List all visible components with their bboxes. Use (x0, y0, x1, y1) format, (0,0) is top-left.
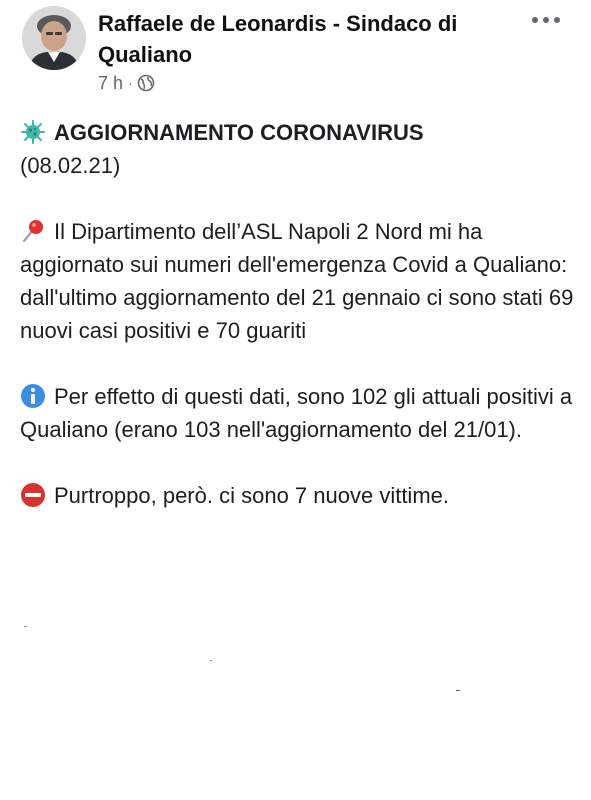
more-options-icon (554, 17, 560, 23)
scan-speck (210, 660, 212, 661)
more-options-button[interactable] (526, 8, 566, 32)
post-headline-block (20, 116, 575, 182)
scan-speck (24, 626, 27, 627)
post-meta (98, 72, 155, 94)
meta-separator: · (128, 75, 133, 91)
scan-speck (456, 690, 460, 691)
timestamp[interactable]: 7 h (98, 72, 124, 93)
avatar[interactable] (22, 6, 86, 70)
paragraph-asl-update-text: Il Dipartimento dell’ASL Napoli 2 Nord mi ha aggiornato sui numeri dell'emergenza Covid a Qualiano: dall'ultimo aggiornamento del 21 gennaio ci sono stati 69 nuovi casi positivi e 70 guariti (20, 219, 574, 343)
info-icon (20, 383, 46, 409)
globe-icon[interactable] (137, 74, 155, 92)
paragraph-asl-update (20, 215, 575, 347)
post-body (20, 116, 575, 545)
post-header (22, 6, 572, 96)
post-headline (20, 116, 575, 149)
post-date: (08.02.21) (20, 153, 121, 178)
author-name[interactable]: Raffaele de Leonardis - Sindaco di Qualiano (98, 11, 458, 67)
more-options-icon (532, 17, 538, 23)
paragraph-victims (20, 479, 575, 512)
headline-text: AGGIORNAMENTO CORONAVIRUS (54, 120, 424, 145)
paragraph-victims-text: Purtroppo, però. ci sono 7 nuove vittime. (54, 483, 449, 508)
paragraph-current-positives (20, 380, 575, 446)
pushpin-icon (20, 218, 46, 244)
no-entry-icon (20, 482, 46, 508)
virus-icon (20, 119, 46, 145)
more-options-icon (543, 17, 549, 23)
paragraph-current-positives-text: Per effetto di questi dati, sono 102 gli attuali positivi a Qualiano (erano 103 nell'aggiornamento del 21/01). (20, 384, 573, 442)
avatar-image (22, 6, 86, 70)
